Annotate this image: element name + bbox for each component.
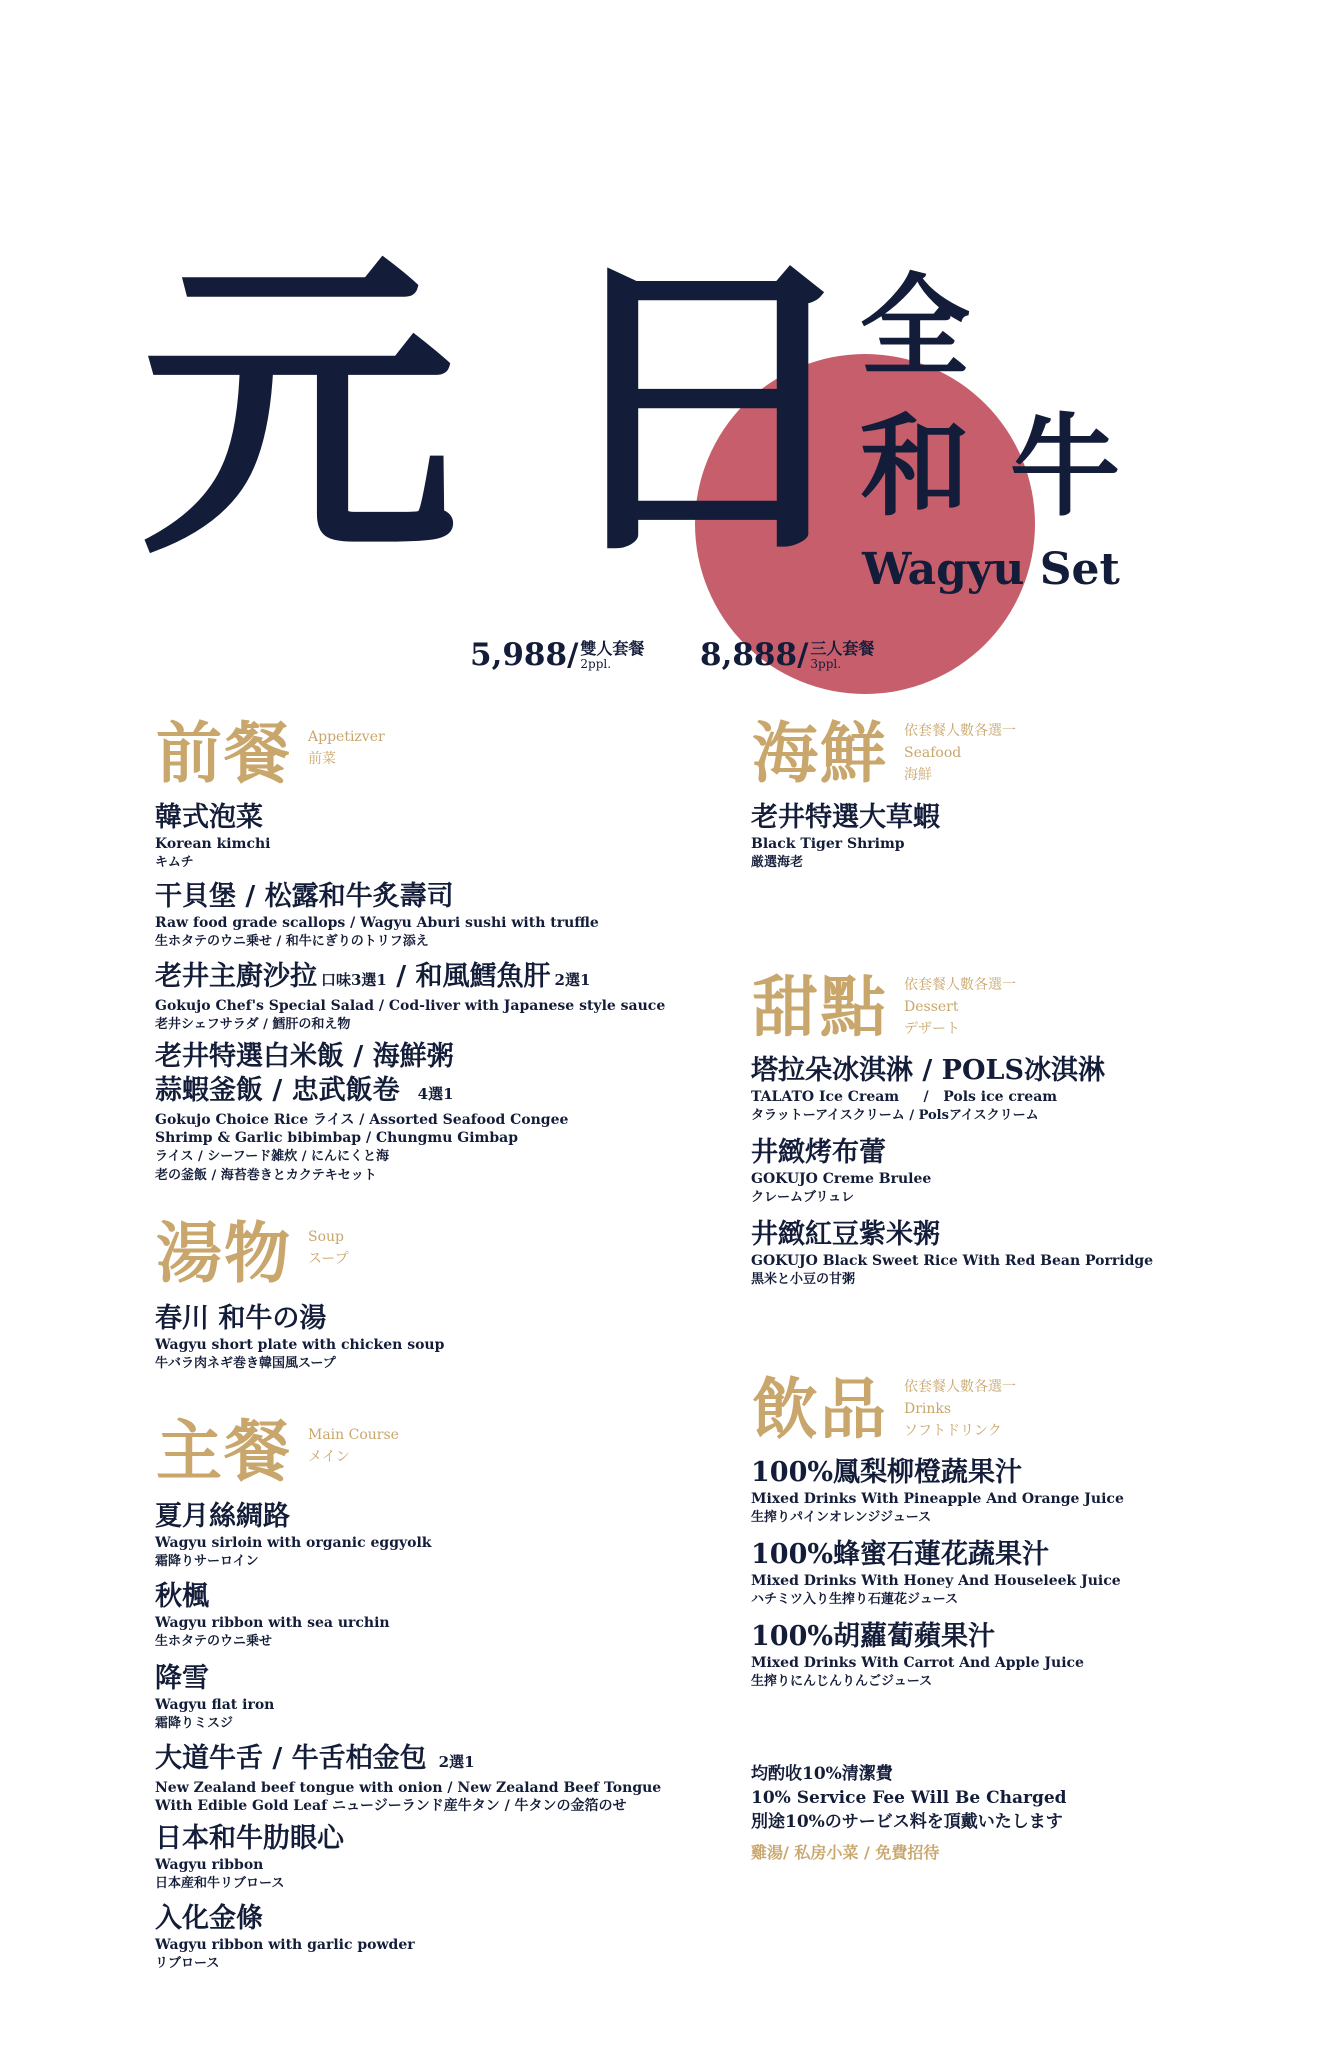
menu-item bbox=[751, 1136, 931, 1207]
fee-jp: 別途10%のサービス料を頂戴いたします bbox=[751, 1812, 1063, 1832]
item-name-en: Wagyu ribbon with garlic powder bbox=[155, 1937, 415, 1953]
item-name-zh: 春川 和牛の湯 bbox=[155, 1303, 327, 1334]
section-title: 海鮮 bbox=[752, 714, 888, 792]
item-name-jp: 生ホタテのウニ乗せ / 和牛にぎりのトリフ添え bbox=[155, 934, 429, 949]
item-name-en: Wagyu flat iron bbox=[155, 1697, 275, 1713]
item-name-zh: 入化金條 bbox=[155, 1903, 263, 1934]
section-sub-jp: スープ bbox=[308, 1251, 349, 1267]
item-name-jp: 老井シェフサラダ / 鱈肝の和え物 bbox=[155, 1017, 351, 1032]
item-name-zh: 老井特選大草蝦 bbox=[751, 802, 940, 833]
menu-item bbox=[751, 1054, 1105, 1125]
item-name-en-line2: With Edible Gold Leaf ニュージーランド産牛タン / 牛タンの金箔のせ bbox=[155, 1798, 627, 1814]
item-name-jp-line2: 老の釜飯 / 海苔巻きとカクテキセット bbox=[155, 1168, 377, 1183]
price-label-en: 2ppl. bbox=[580, 656, 612, 671]
section-sub-zh: 依套餐人數各選一 bbox=[904, 977, 1016, 993]
hero-char-quan: 全 bbox=[860, 262, 970, 391]
section-sub-jp: 海鮮 bbox=[904, 767, 932, 783]
item-name-part: / 和風鱈魚肝 bbox=[386, 961, 551, 992]
item-name-jp: タラットーアイスクリーム / Polsアイスクリーム bbox=[751, 1108, 1039, 1123]
item-name-jp: 生搾りにんじんりんごジュース bbox=[751, 1674, 933, 1689]
section-dessert-heading bbox=[752, 968, 1016, 1046]
item-name-jp: クレームブリュレ bbox=[751, 1190, 855, 1205]
item-name-part: 大道牛舌 / 牛舌柏金包 bbox=[155, 1743, 427, 1774]
section-sub-zh: 依套餐人數各選一 bbox=[904, 723, 1016, 739]
menu-item bbox=[155, 1302, 444, 1373]
section-sub-en: Drinks bbox=[904, 1401, 952, 1417]
hero-char-ri: 日 bbox=[548, 222, 866, 596]
price-label-zh: 三人套餐 bbox=[810, 639, 875, 658]
item-name-part: 老井主廚沙拉 bbox=[155, 961, 317, 992]
choice-note: 2選1 bbox=[554, 971, 591, 989]
item-name-jp: 生搾りパインオレンジジュース bbox=[751, 1510, 932, 1525]
menu-item bbox=[155, 1040, 568, 1185]
item-name-en: Mixed Drinks With Pineapple And Orange Juice bbox=[751, 1491, 1124, 1507]
menu-item bbox=[751, 1456, 1124, 1527]
item-name-zh bbox=[155, 1742, 661, 1779]
choice-note: 4選1 bbox=[417, 1085, 454, 1103]
hero-english-title: Wagyu Set bbox=[862, 544, 1120, 595]
item-name-zh: 井緻紅豆紫米粥 bbox=[751, 1219, 940, 1250]
item-name-zh: 韓式泡菜 bbox=[155, 802, 263, 833]
section-sub-en: Soup bbox=[308, 1229, 344, 1245]
menu-item bbox=[751, 1218, 1153, 1289]
item-name-zh: 日本和牛肋眼心 bbox=[155, 1823, 344, 1854]
item-name-jp: ハチミツ入り生搾り石蓮花ジュース bbox=[751, 1592, 959, 1607]
item-name-en: Wagyu sirloin with organic eggyolk bbox=[155, 1535, 432, 1551]
price-two-people bbox=[470, 637, 645, 673]
section-sub-en: Appetizver bbox=[308, 729, 385, 745]
section-sub-zh: 依套餐人數各選一 bbox=[904, 1379, 1016, 1395]
item-name-part: 蒜蝦釜飯 / 忠武飯卷 bbox=[155, 1075, 400, 1106]
item-name-zh-line2 bbox=[155, 1074, 568, 1111]
menu-item bbox=[751, 1538, 1121, 1609]
menu-item bbox=[155, 880, 599, 951]
item-name-zh: 塔拉朵冰淇淋 / POLS冰淇淋 bbox=[751, 1055, 1105, 1086]
section-drinks-heading bbox=[752, 1370, 1016, 1448]
price-label-en: 3ppl. bbox=[810, 656, 842, 671]
menu-item bbox=[155, 1580, 390, 1651]
section-sub-jp: メイン bbox=[308, 1449, 350, 1465]
price-value: 8,888/ bbox=[700, 637, 809, 673]
section-soup-heading bbox=[156, 1214, 349, 1292]
item-name-jp: キムチ bbox=[155, 855, 194, 870]
item-name-jp: 生ホタテのウニ乗せ bbox=[155, 1634, 273, 1649]
menu-item bbox=[155, 801, 270, 872]
section-seafood-heading bbox=[752, 714, 1016, 792]
complimentary-note: 雞湯/ 私房小菜 / 免費招待 bbox=[751, 1843, 940, 1862]
hero-char-yuan: 元 bbox=[140, 222, 458, 596]
item-name-en: Korean kimchi bbox=[155, 836, 271, 852]
item-name-en-line2: Shrimp & Garlic bibimbap / Chungmu Gimbap bbox=[155, 1130, 519, 1146]
hero-char-he: 和 bbox=[860, 402, 970, 531]
section-sub-en: Dessert bbox=[904, 999, 959, 1015]
fee-zh: 均酌收10%清潔費 bbox=[751, 1764, 893, 1784]
item-name-zh: 100%鳳梨柳橙蔬果汁 bbox=[751, 1457, 1023, 1488]
item-name-zh: 干貝堡 / 松露和牛炙壽司 bbox=[155, 881, 454, 912]
item-name-zh: 100%蜂蜜石蓮花蔬果汁 bbox=[751, 1539, 1050, 1570]
item-name-en: TALATO Ice Cream / Pols ice cream bbox=[751, 1089, 1058, 1105]
item-name-en: New Zealand beef tongue with onion / New Zealand Beef Tongue bbox=[155, 1780, 662, 1796]
item-name-zh: 老井特選白米飯 / 海鮮粥 bbox=[155, 1041, 454, 1072]
menu-item bbox=[155, 1742, 661, 1815]
item-name-zh bbox=[155, 960, 665, 997]
item-name-en: Wagyu ribbon with sea urchin bbox=[155, 1615, 390, 1631]
hero-char-niu: 牛 bbox=[1010, 402, 1120, 531]
menu-item bbox=[751, 801, 940, 872]
choice-note: 口味3選1 bbox=[321, 971, 387, 989]
item-name-en: Wagyu ribbon bbox=[155, 1857, 264, 1873]
item-name-jp: 黒米と小豆の甘粥 bbox=[751, 1272, 856, 1287]
item-name-en: Black Tiger Shrimp bbox=[751, 836, 905, 852]
item-name-jp: ライス / シーフード雑炊 / にんにくと海 bbox=[155, 1149, 390, 1164]
fee-en: 10% Service Fee Will Be Charged bbox=[751, 1788, 1067, 1808]
item-name-jp: リブロース bbox=[155, 1956, 220, 1971]
section-main-heading bbox=[156, 1412, 399, 1490]
price-three-people bbox=[700, 637, 875, 673]
item-name-zh: 降雪 bbox=[155, 1663, 209, 1694]
menu-item bbox=[751, 1620, 1084, 1691]
item-name-jp: 厳選海老 bbox=[751, 855, 804, 870]
section-sub-en: Main Course bbox=[308, 1427, 399, 1443]
service-fee-note bbox=[751, 1762, 1067, 1864]
item-name-en: Gokujo Chef's Special Salad / Cod-liver with Japanese style sauce bbox=[155, 998, 666, 1014]
item-name-en: Mixed Drinks With Honey And Houseleek Juice bbox=[751, 1573, 1121, 1589]
menu-item bbox=[155, 1500, 432, 1571]
item-name-zh: 秋楓 bbox=[155, 1581, 209, 1612]
item-name-en: Wagyu short plate with chicken soup bbox=[155, 1337, 445, 1353]
section-sub-jp: デザート bbox=[904, 1021, 960, 1037]
section-title: 主餐 bbox=[156, 1412, 292, 1490]
section-sub-jp: 前菜 bbox=[308, 751, 336, 767]
section-title: 湯物 bbox=[156, 1214, 292, 1292]
menu-item bbox=[155, 960, 665, 1034]
menu-item bbox=[155, 1822, 344, 1893]
section-title: 前餐 bbox=[156, 714, 292, 792]
choice-note: 2選1 bbox=[438, 1753, 475, 1771]
menu-item bbox=[155, 1662, 274, 1733]
item-name-en: Mixed Drinks With Carrot And Apple Juice bbox=[751, 1655, 1084, 1671]
section-appetizer-heading bbox=[156, 714, 385, 792]
item-name-en: Gokujo Choice Rice ライス / Assorted Seafood Congee bbox=[155, 1112, 569, 1128]
item-name-en: GOKUJO Black Sweet Rice With Red Bean Porridge bbox=[751, 1253, 1154, 1269]
item-name-en: GOKUJO Creme Brulee bbox=[751, 1171, 932, 1187]
item-name-jp: 日本産和牛リブロース bbox=[155, 1876, 285, 1891]
item-name-zh: 夏月絲綢路 bbox=[155, 1501, 290, 1532]
section-sub-en: Seafood bbox=[904, 745, 962, 761]
item-name-zh: 100%胡蘿蔔蘋果汁 bbox=[751, 1621, 996, 1652]
section-title: 甜點 bbox=[752, 968, 888, 1046]
section-sub-jp: ソフトドリンク bbox=[904, 1423, 1002, 1439]
section-title: 飲品 bbox=[752, 1370, 888, 1448]
item-name-zh: 井緻烤布蕾 bbox=[751, 1137, 886, 1168]
item-name-jp: 牛バラ肉ネギ巻き韓国風スープ bbox=[155, 1356, 336, 1371]
price-value: 5,988/ bbox=[470, 637, 579, 673]
price-label-zh: 雙人套餐 bbox=[580, 639, 645, 658]
item-name-en: Raw food grade scallops / Wagyu Aburi sushi with truffle bbox=[155, 915, 599, 931]
item-name-jp: 霜降りサーロイン bbox=[155, 1554, 259, 1569]
item-name-jp: 霜降りミスジ bbox=[155, 1716, 234, 1731]
menu-item bbox=[155, 1902, 415, 1973]
